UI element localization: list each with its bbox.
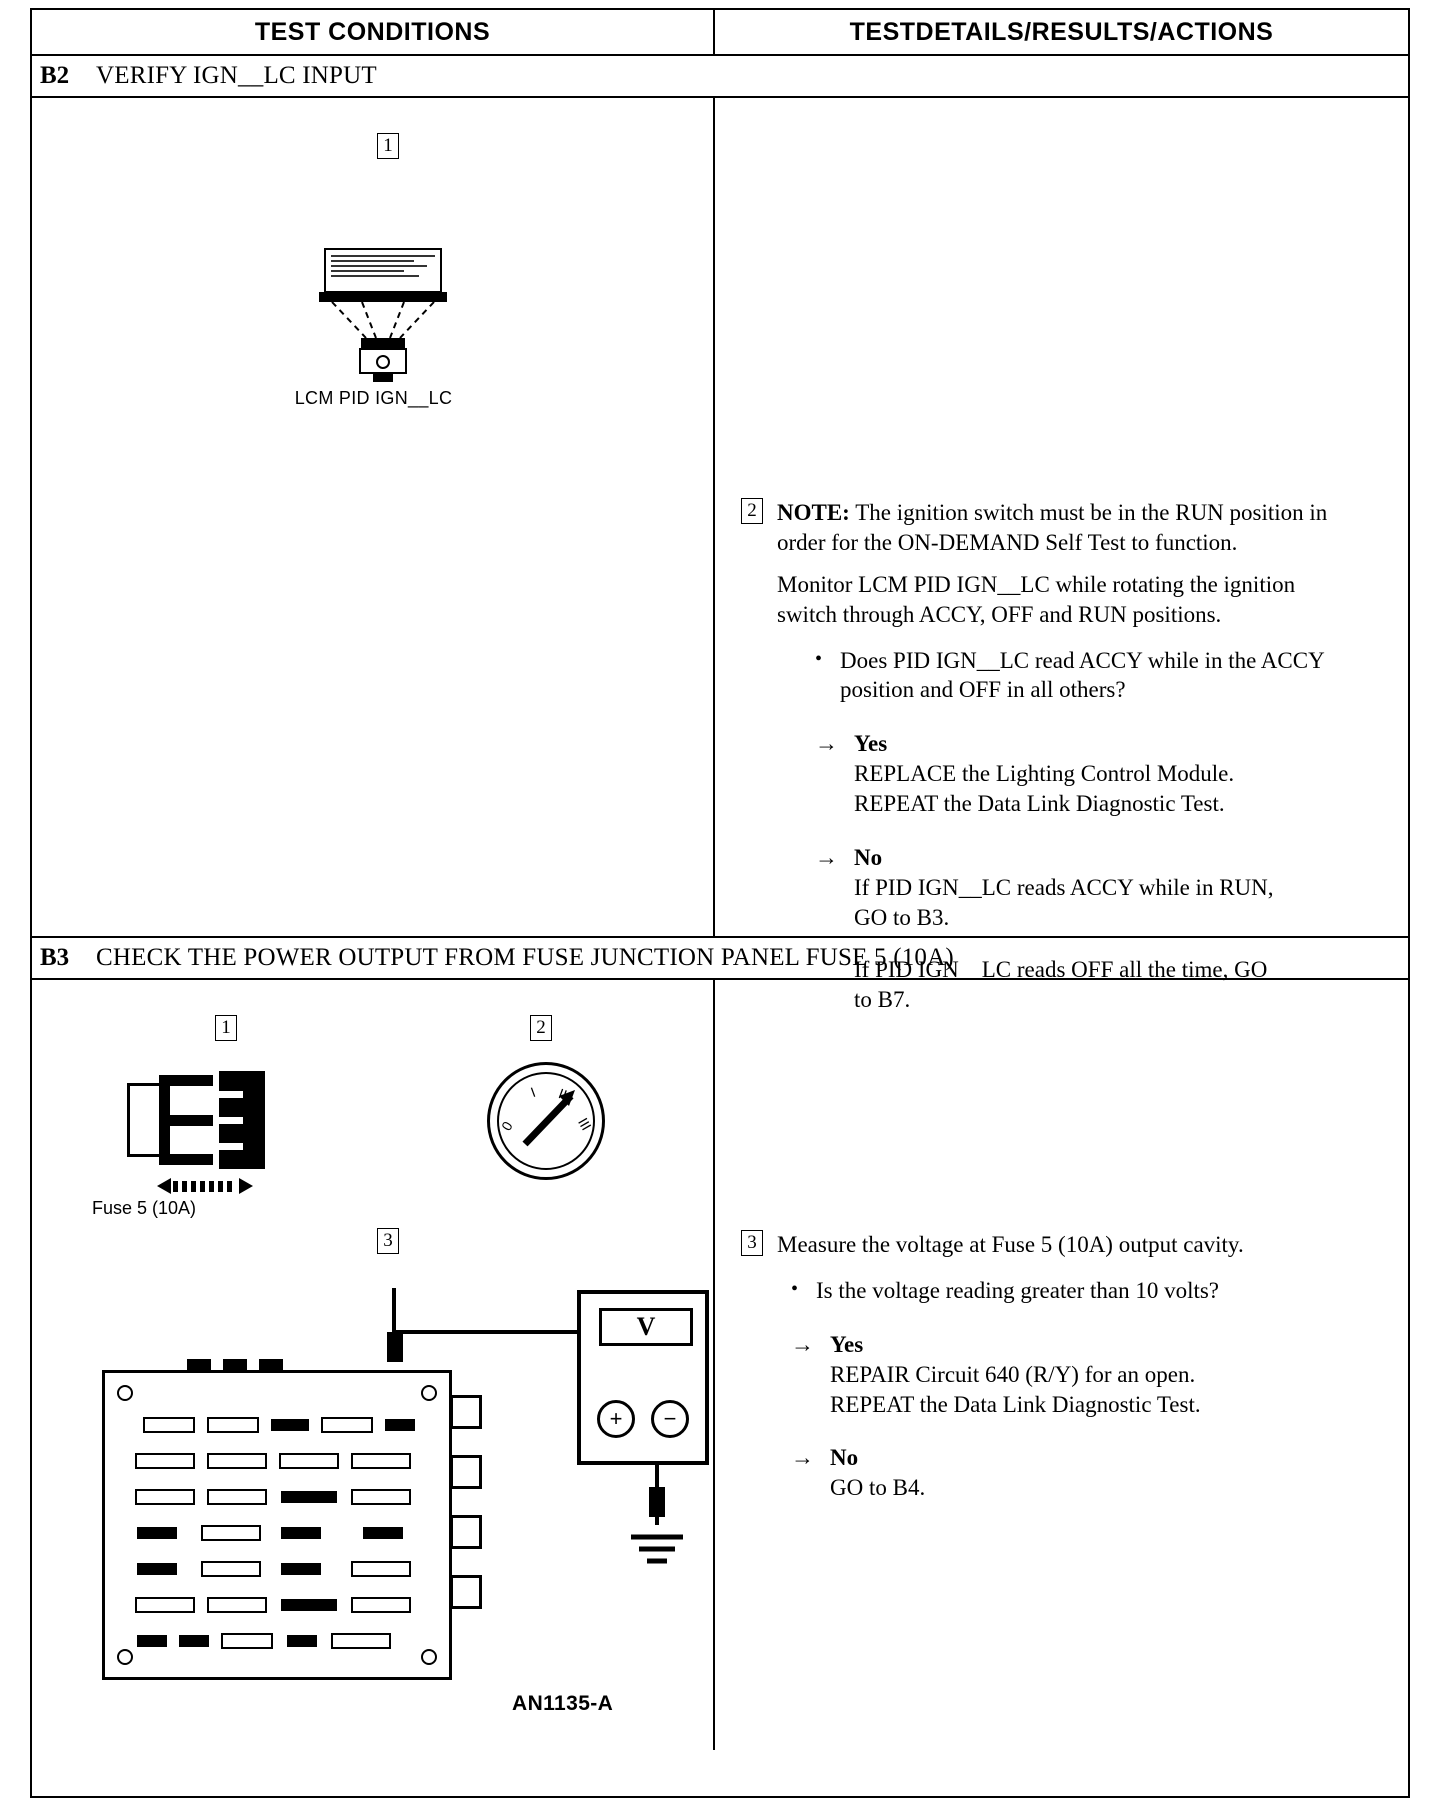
b3-answer-yes — [791, 1330, 1331, 1420]
table-header-row — [32, 10, 1408, 56]
fuse-caption: Fuse 5 (10A) — [92, 1198, 197, 1218]
b3-answer-yes-line2: REPEAT the Data Link Diagnostic Test. — [830, 1391, 1201, 1417]
key-label-3: III — [574, 1114, 595, 1134]
ignition-switch-icon — [487, 1062, 607, 1182]
bullet-icon: • — [791, 1277, 799, 1300]
b2-answer-no-line2: GO to B3. — [854, 904, 950, 930]
b3-answer-yes-line1: REPAIR Circuit 640 (R/Y) for an open. — [830, 1361, 1196, 1387]
lcm-figure-caption: LCM PID IGN__LC — [294, 388, 453, 408]
multimeter-icon — [577, 1290, 709, 1465]
step-id-b3: B3 — [40, 944, 70, 971]
b2-answer-no-extra1: If PID IGN__LC reads OFF all the time, GO — [854, 956, 1268, 982]
callout-3: 3 — [377, 1228, 399, 1254]
b3-answer-yes-label: Yes — [830, 1331, 864, 1357]
b3-question: Is the voltage reading greater than 10 volts? — [816, 1277, 1220, 1303]
note-label: NOTE: — [777, 500, 850, 525]
b2-instruction: Monitor LCM PID IGN__LC while rotating the ignition switch through ACCY, OFF and RUN positions. — [777, 571, 1296, 627]
key-label-1: I — [528, 1083, 538, 1101]
b2-answer-no-label: No — [854, 845, 883, 871]
lcm-pid-figure — [32, 98, 715, 428]
b3-figure-panel — [32, 980, 715, 1750]
b2-details-panel — [715, 98, 1408, 1012]
callout-2: 2 — [530, 1015, 552, 1041]
b2-answer-yes — [815, 729, 1355, 819]
callout-3: 3 — [741, 1230, 763, 1256]
diagnostic-test-table — [30, 8, 1410, 1798]
key-label-0: 0 — [498, 1118, 516, 1134]
b2-detail-block — [741, 498, 1337, 1014]
meter-positive-jack: + — [597, 1400, 635, 1438]
header-test-conditions: TEST CONDITIONS — [32, 10, 715, 54]
arrow-right-icon: → — [791, 1445, 814, 1471]
callout-1: 1 — [215, 1015, 237, 1041]
callout-2: 2 — [741, 498, 763, 524]
callout-1: 1 — [377, 133, 399, 159]
ground-symbol-icon — [617, 1465, 697, 1585]
b3-answer-no-label: No — [830, 1445, 859, 1471]
arrow-right-icon: → — [815, 845, 838, 871]
key-label-2: II — [556, 1085, 570, 1103]
b2-question: Does PID IGN__LC read ACCY while in the ACCY position and OFF in all others? — [840, 647, 1324, 703]
step-body-b3 — [32, 980, 1408, 1750]
arrow-right-icon: → — [791, 1331, 814, 1357]
b3-details-panel — [715, 980, 1408, 1750]
b3-answer-no — [791, 1443, 1331, 1503]
b2-answer-yes-line2: REPEAT the Data Link Diagnostic Test. — [854, 791, 1225, 817]
step-title-b3: CHECK THE POWER OUTPUT FROM FUSE JUNCTION PANEL FUSE 5 (10A) — [96, 944, 954, 971]
arrow-right-icon: → — [815, 731, 838, 757]
bullet-icon: • — [815, 647, 823, 670]
b2-figure-panel — [32, 98, 715, 936]
b2-question-row — [815, 646, 1335, 706]
b2-answer-yes-line1: REPLACE the Lighting Control Module. — [854, 761, 1235, 787]
b2-answer-no-extra2: to B7. — [854, 986, 911, 1012]
step-title-b2: VERIFY IGN__LC INPUT — [96, 62, 377, 89]
step-bar-b2 — [32, 56, 1408, 98]
double-arrow-icon — [157, 1177, 253, 1195]
b2-answer-no-line1: If PID IGN__LC reads ACCY while in RUN, — [854, 874, 1274, 900]
b2-answer-yes-label: Yes — [854, 731, 888, 757]
b3-answer-no-line1: GO to B4. — [830, 1475, 926, 1501]
fuse-extraction-icon — [127, 1065, 307, 1185]
meter-negative-jack: − — [651, 1400, 689, 1438]
b2-note — [777, 498, 1337, 558]
meter-display: V — [599, 1308, 693, 1346]
header-test-details: TESTDETAILS/RESULTS/ACTIONS — [849, 17, 1274, 46]
b3-instruction: Measure the voltage at Fuse 5 (10A) output cavity. — [777, 1232, 1244, 1257]
note-text: The ignition switch must be in the RUN position in order for the ON-DEMAND Self Test to function. — [777, 500, 1328, 555]
connector-icon — [359, 338, 407, 382]
drawing-code: AN1135-A — [512, 1692, 614, 1715]
step-id-b2: B2 — [40, 62, 70, 89]
b3-question-row — [791, 1276, 1311, 1306]
b3-detail-block — [741, 1230, 1337, 1503]
